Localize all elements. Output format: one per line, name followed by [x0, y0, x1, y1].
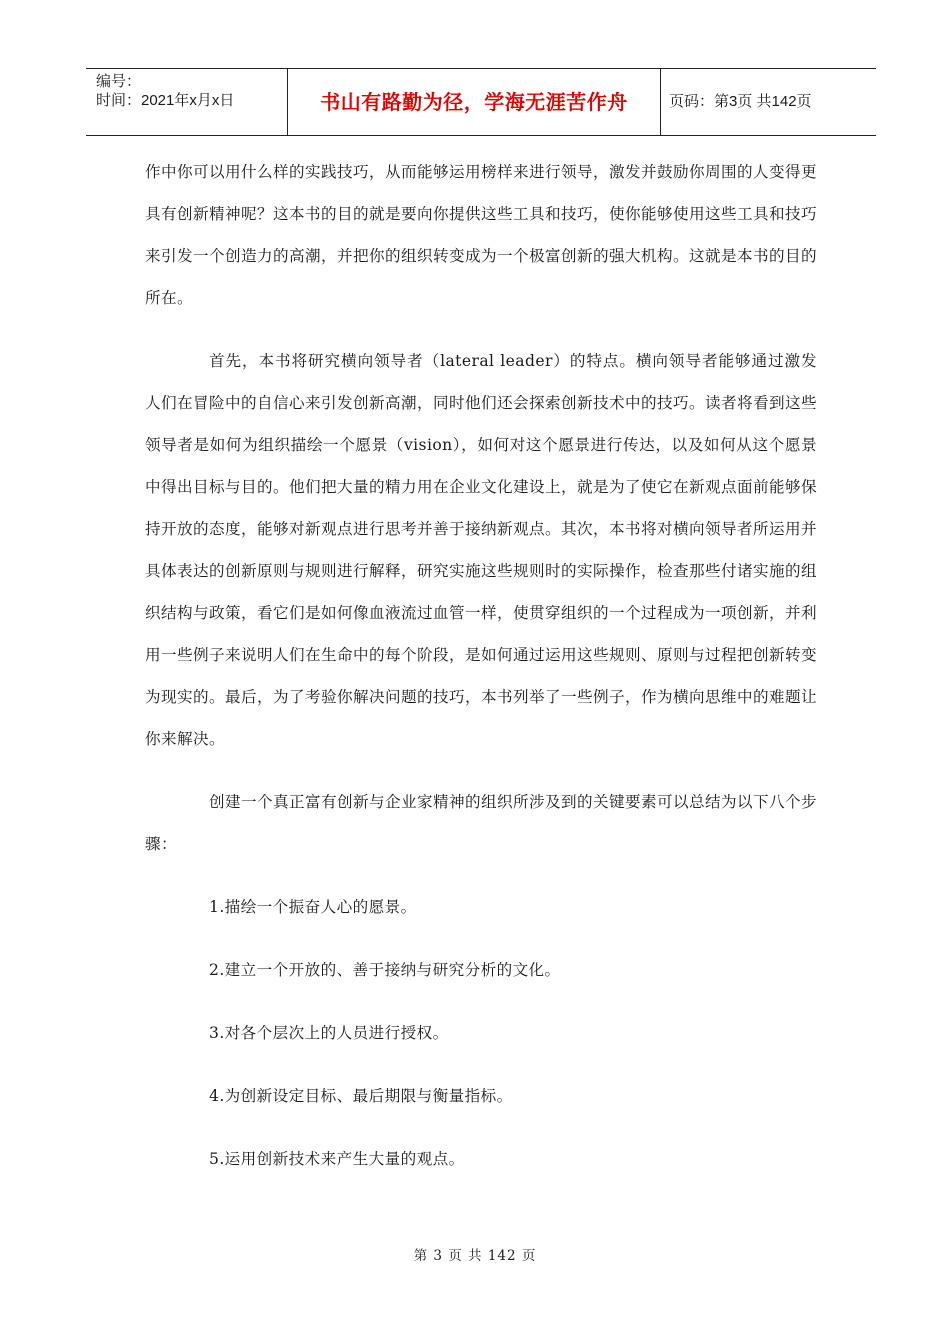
paragraph-3: 创建一个真正富有创新与企业家精神的组织所涉及到的关键要素可以总结为以下八个步骤：	[145, 793, 817, 853]
document-body	[145, 151, 817, 1180]
paragraph-2: 首先，本书将研究横向领导者（lateral leader）的特点。横向领导者能够通过激发人们在冒险中的自信心来引发创新高潮，同时他们还会探索创新技术中的技巧。读者将看到这些领导者是如何为组织描绘一个愿景（vision），如何对这个愿景进行传达，以及如何从这个愿景中得出目标与目的。他们把大量的精力用在企业文化建设上，就是为了使它在新观点面前能够保持开放的态度，能够对新观点进行思考并善于接纳新观点。其次，本书将对横向领导者所运用并具体表达的创新原则与规则进行解释，研究实施这些规则时的实际操作，检查那些付诸实施的组织结构与政策，看它们是如何像血液流过血管一样，使贯穿组织的一个过程成为一项创新，并利用一些例子来说明人们在生命中的每个阶段，是如何通过运用这些规则、原则与过程把创新转变为现实的。最后，为了考验你解决问题的技巧，本书列举了一些例子，作为横向思维中的难题让你来解决。	[145, 352, 817, 748]
header-motto: 书山有路勤为径，学海无涯苦作舟	[288, 69, 661, 135]
page-footer: 第 3 页 共 142 页	[413, 1248, 537, 1264]
step-item-1: 1.描绘一个振奋人心的愿景。	[209, 898, 417, 916]
step-item-5: 5.运用创新技术来产生大量的观点。	[209, 1150, 465, 1168]
paragraph-1: 作中你可以用什么样的实践技巧，从而能够运用榜样来进行领导，激发并鼓励你周围的人变得更具有创新精神呢？这本书的目的就是要向你提供这些工具和技巧，使你能够使用这些工具和技巧来引发一个创造力的高潮，并把你的组织转变成为一个极富创新的强大机构。这就是本书的目的所在。	[145, 163, 817, 307]
number-label: 编号：	[96, 73, 142, 90]
step-item-2: 2.建立一个开放的、善于接纳与研究分析的文化。	[209, 961, 561, 979]
step-item-4: 4.为创新设定目标、最后期限与衡量指标。	[209, 1087, 513, 1105]
header-page-info: 页码：第3页 共142页	[669, 93, 812, 110]
page-header	[86, 68, 876, 136]
step-item-3: 3.对各个层次上的人员进行授权。	[209, 1024, 449, 1042]
time-label: 时间：2021年x月x日	[96, 92, 235, 109]
header-meta	[86, 69, 288, 135]
